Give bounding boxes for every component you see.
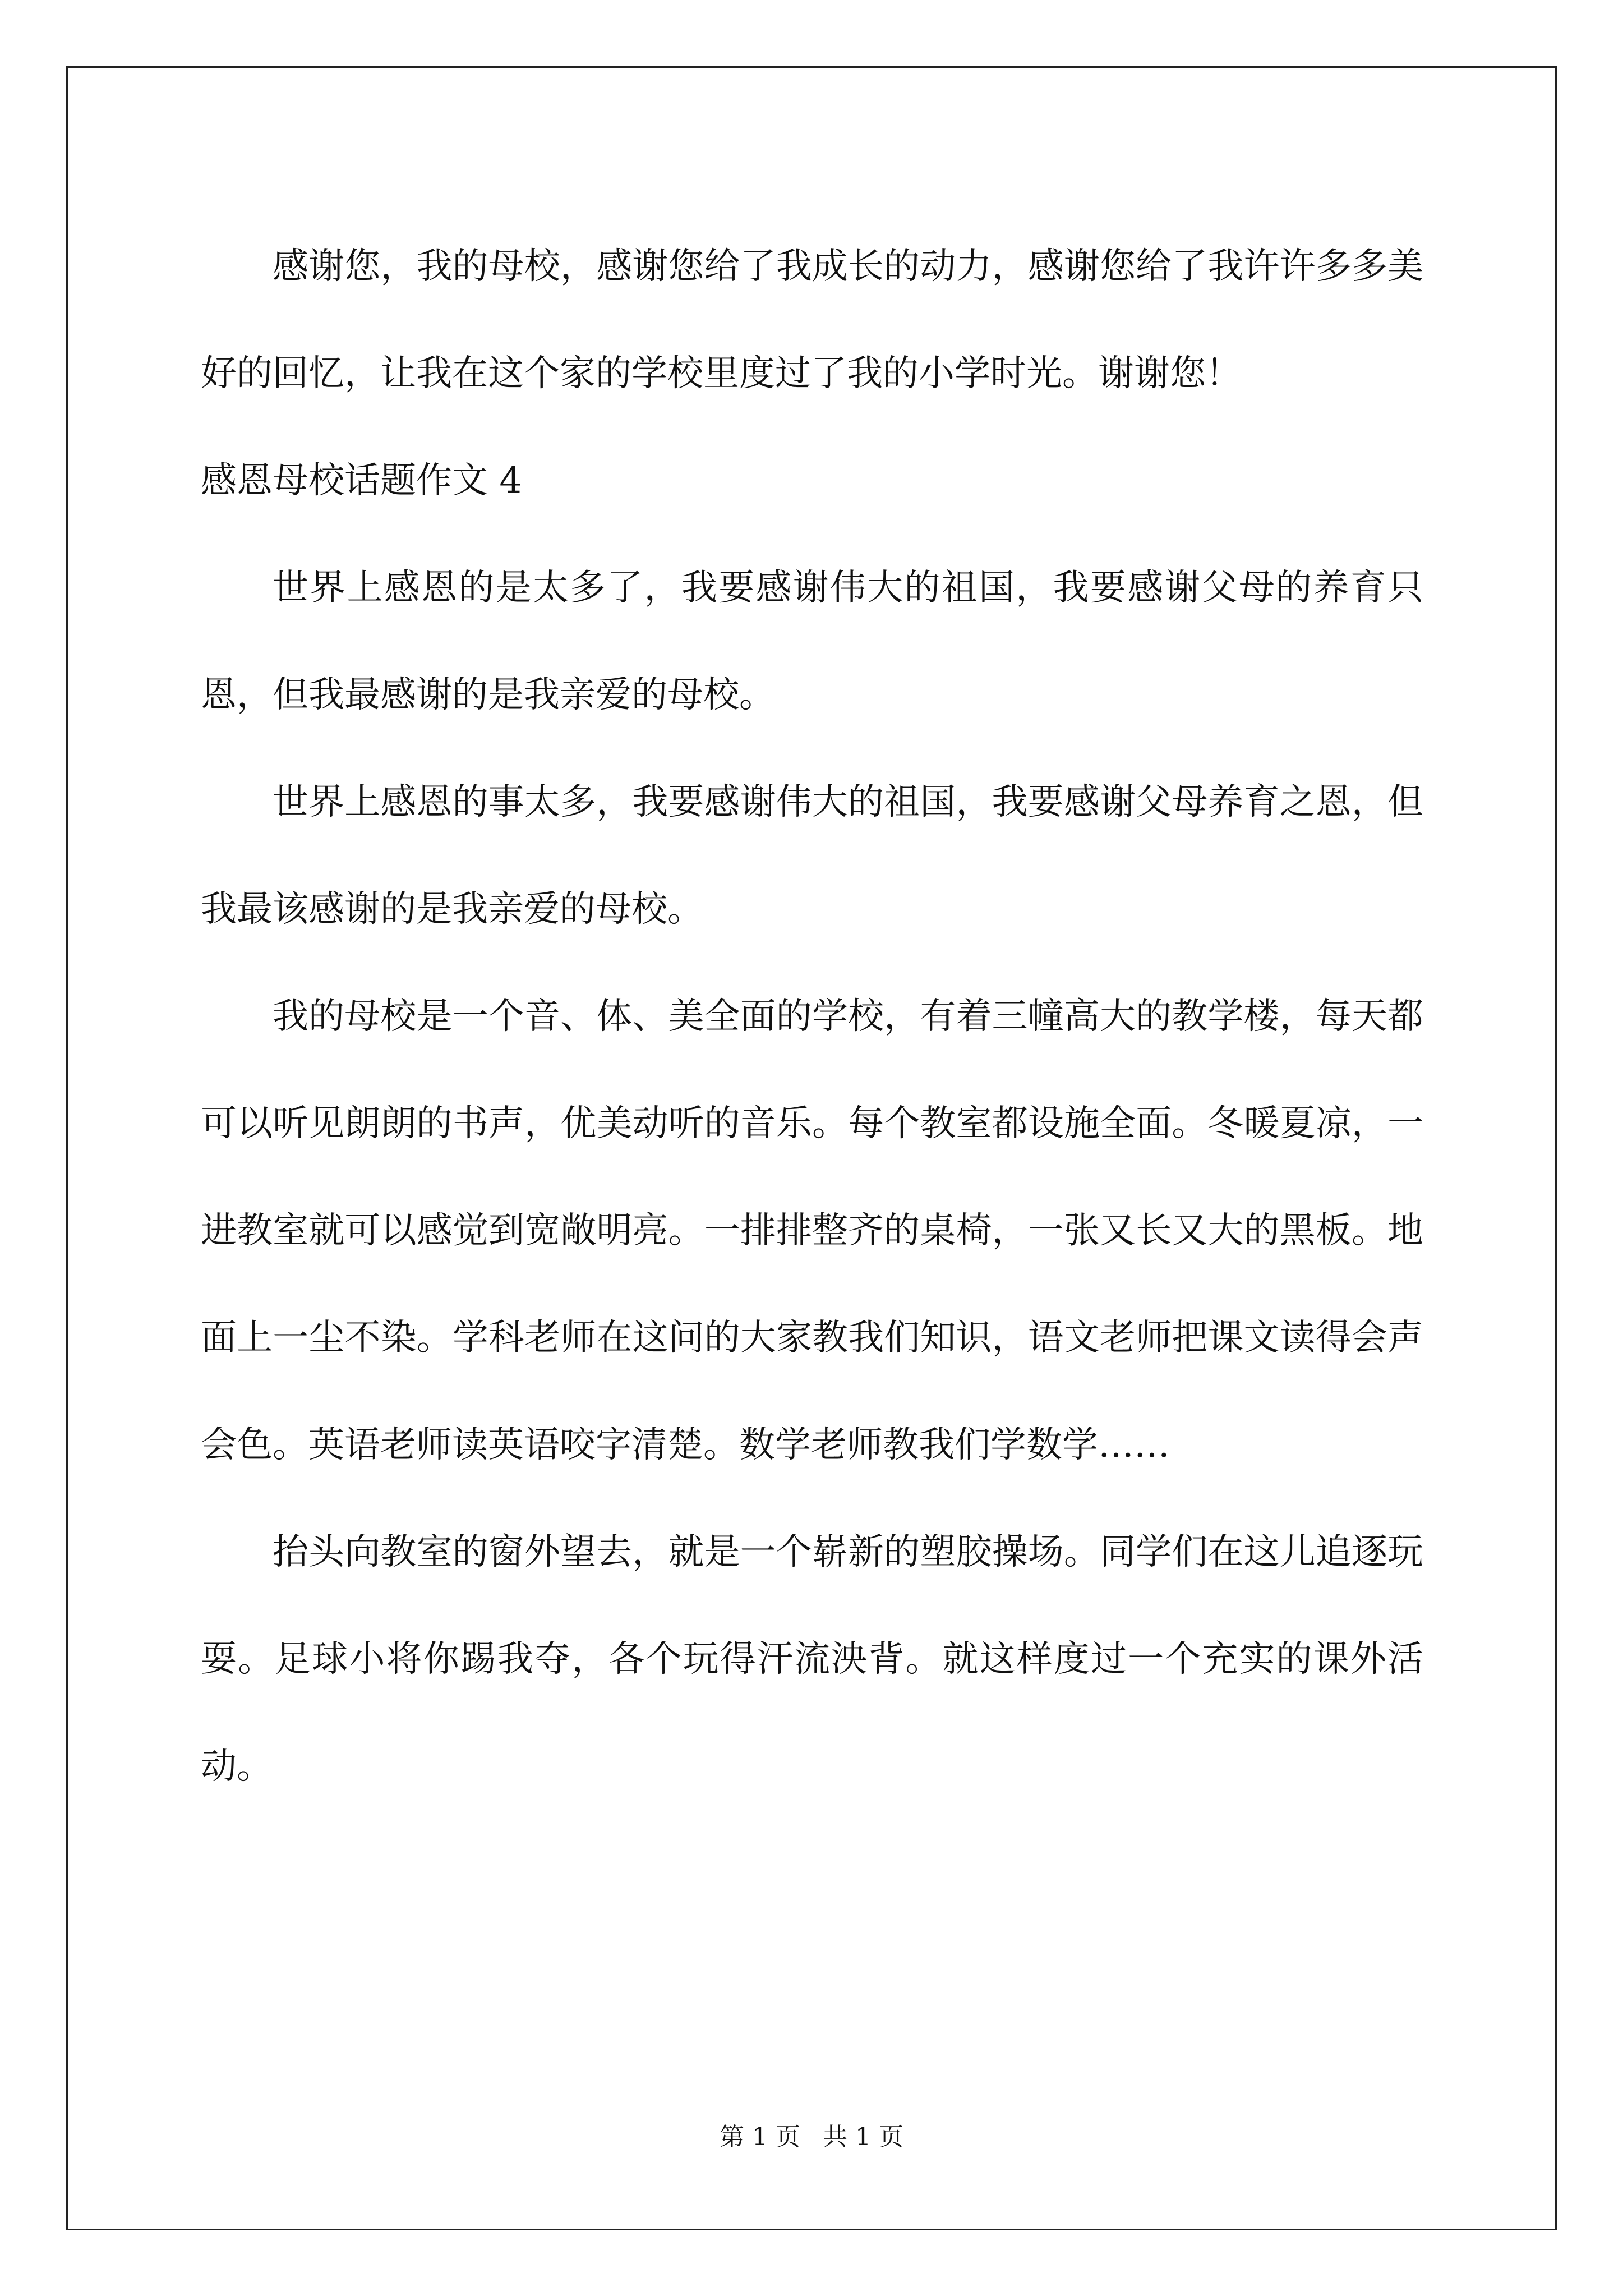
paragraph-1: 世界上感恩的是太多了，我要感谢伟大的祖国，我要感谢父母的养育只恩，但我最感谢的是我亲爱的母校。 [201,567,1423,716]
paragraph-2: 世界上感恩的事太多，我要感谢伟大的祖国，我要感谢父母养育之恩，但我最该感谢的是我亲爱的母校。 [201,781,1423,930]
page-number: 第 1 页 [720,2123,800,2151]
document-body [201,213,1423,1820]
paragraph-4: 抬头向教室的窗外望去，就是一个崭新的塑胶操场。同学们在这儿追逐玩耍。足球小将你踢我夺，各个玩得汗流泱背。就这样度过一个充实的课外活动。 [201,1531,1423,1787]
page-total: 共 1 页 [823,2123,903,2151]
essay-heading: 感恩母校话题作文 4 [201,460,523,501]
paragraph-thanks: 感谢您，我的母校，感谢您给了我成长的动力，感谢您给了我许许多多美好的回忆，让我在这个家的学校里度过了我的小学时光。谢谢您！ [201,246,1423,394]
paragraph-3: 我的母校是一个音、体、美全面的学校，有着三幢高大的教学楼，每天都可以听见朗朗的书声，优美动听的音乐。每个教室都设施全面。冬暖夏凉，一进教室就可以感觉到宽敞明亮。一排排整齐的桌椅，一张又长又大的黑板。地面上一尘不染。学科老师在这问的大家教我们知识，语文老师把课文读得会声会色。英语老师读英语咬字清楚。数学老师教我们学数学…… [201,996,1423,1466]
page-footer [0,2120,1623,2154]
